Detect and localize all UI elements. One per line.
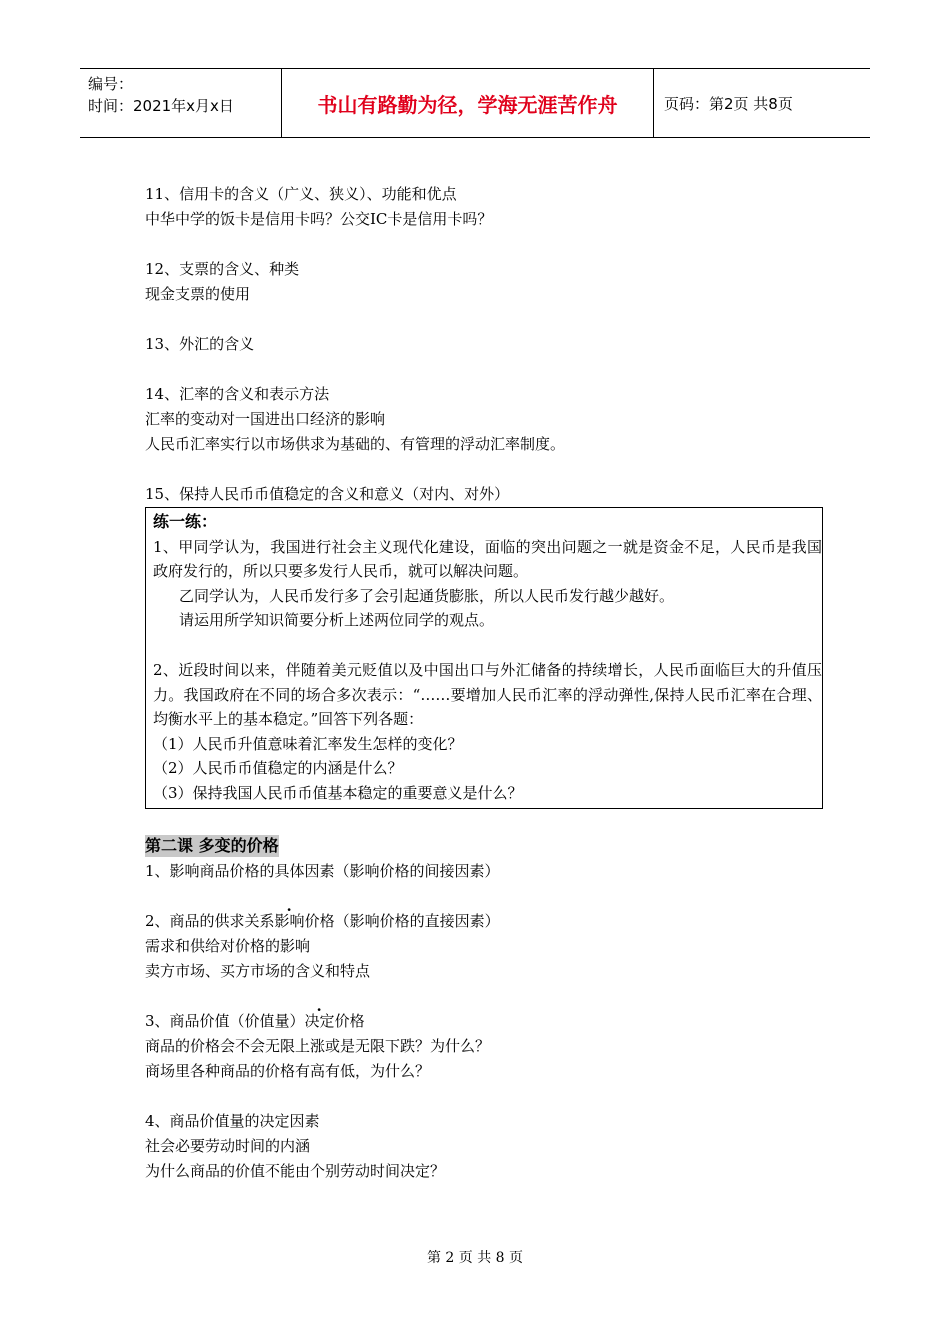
section-heading: 1、影响商品价格的具体因素（影响价格的间接因素） [145, 861, 500, 880]
section-text: 需求和供给对价格的影响 [145, 936, 311, 955]
text-segment: 价格 [334, 1011, 365, 1030]
section-text: 为什么商品的价值不能由个别劳动时间决定？ [145, 1161, 446, 1180]
header-meta [80, 69, 282, 137]
page-label: 页码：第2页 共8页 [664, 94, 793, 113]
section-heading: 13、外汇的含义 [145, 335, 255, 353]
section-heading: 4、商品价值量的决定因素 [145, 1111, 320, 1130]
document-header [80, 68, 870, 138]
time-label: 时间：2021年x月x日 [88, 97, 234, 115]
section-text: 中华中学的饭卡是信用卡吗？公交IC卡是信用卡吗？ [145, 210, 493, 228]
section-heading: 15、保持人民币币值稳定的含义和意义（对内、对外） [145, 485, 510, 503]
section-heading: 11、信用卡的含义（广义、狭义）、功能和优点 [145, 185, 457, 203]
practice-question-1: 1、甲同学认为，我国进行社会主义现代化建设，面临的突出问题之一就是资金不足，人民币是我国政府发行的，所以只要多发行人民币，就可以解决问题。 [153, 537, 822, 581]
number-label: 编号： [88, 75, 134, 93]
page-footer: 第 2 页 共 8 页 [426, 1250, 524, 1266]
practice-question-1-c: 请运用所学知识简要分析上述两位同学的观点。 [179, 611, 495, 630]
lesson-title: 第二课 多变的价格 [145, 835, 279, 855]
practice-subquestion: （2）人民币币值稳定的内涵是什么？ [153, 759, 403, 778]
section-heading: 14、汇率的含义和表示方法 [145, 385, 330, 403]
section-text: 商场里各种商品的价格有高有低，为什么？ [145, 1061, 431, 1080]
motto: 书山有路勤为径，学海无涯苦作舟 [282, 69, 654, 137]
main-content [145, 182, 845, 1184]
emphasized-text: 决定 [304, 1011, 335, 1030]
practice-box [145, 507, 823, 809]
section-heading [145, 1009, 845, 1034]
practice-subquestion: （3）保持我国人民币币值基本稳定的重要意义是什么？ [153, 783, 523, 802]
section-text: 汇率的变动对一国进出口经济的影响 [145, 410, 386, 428]
emphasized-text: 影响 [274, 911, 305, 930]
text-segment: 2、商品的供求关系 [145, 911, 275, 930]
section-heading: 12、支票的含义、种类 [145, 260, 300, 278]
section-text: 社会必要劳动时间的内涵 [145, 1136, 311, 1155]
text-segment: 价格（影响价格的直接因素） [304, 911, 500, 930]
section-text: 商品的价格会不会无限上涨或是无限下跌？为什么？ [145, 1036, 491, 1055]
practice-question-1-b: 乙同学认为，人民币发行多了会引起通货膨胀，所以人民币发行越少越好。 [179, 586, 675, 605]
section-text: 人民币汇率实行以市场供求为基础的、有管理的浮动汇率制度。 [145, 435, 566, 453]
practice-subquestion: （1）人民币升值意味着汇率发生怎样的变化？ [153, 734, 463, 753]
practice-title: 练一练： [153, 512, 218, 531]
practice-question-2: 2、近段时间以来，伴随着美元贬值以及中国出口与外汇储备的持续增长，人民币面临巨大的升值压力。我国政府在不同的场合多次表示：“……要增加人民币汇率的浮动弹性,保持人民币汇率在合理、均衡水平上的基本稳定。”回答下列各题： [153, 660, 822, 729]
section-text: 现金支票的使用 [145, 285, 251, 303]
section-text: 卖方市场、买方市场的含义和特点 [145, 961, 371, 980]
section-heading [145, 909, 845, 934]
text-segment: 3、商品价值（价值量） [145, 1011, 305, 1030]
